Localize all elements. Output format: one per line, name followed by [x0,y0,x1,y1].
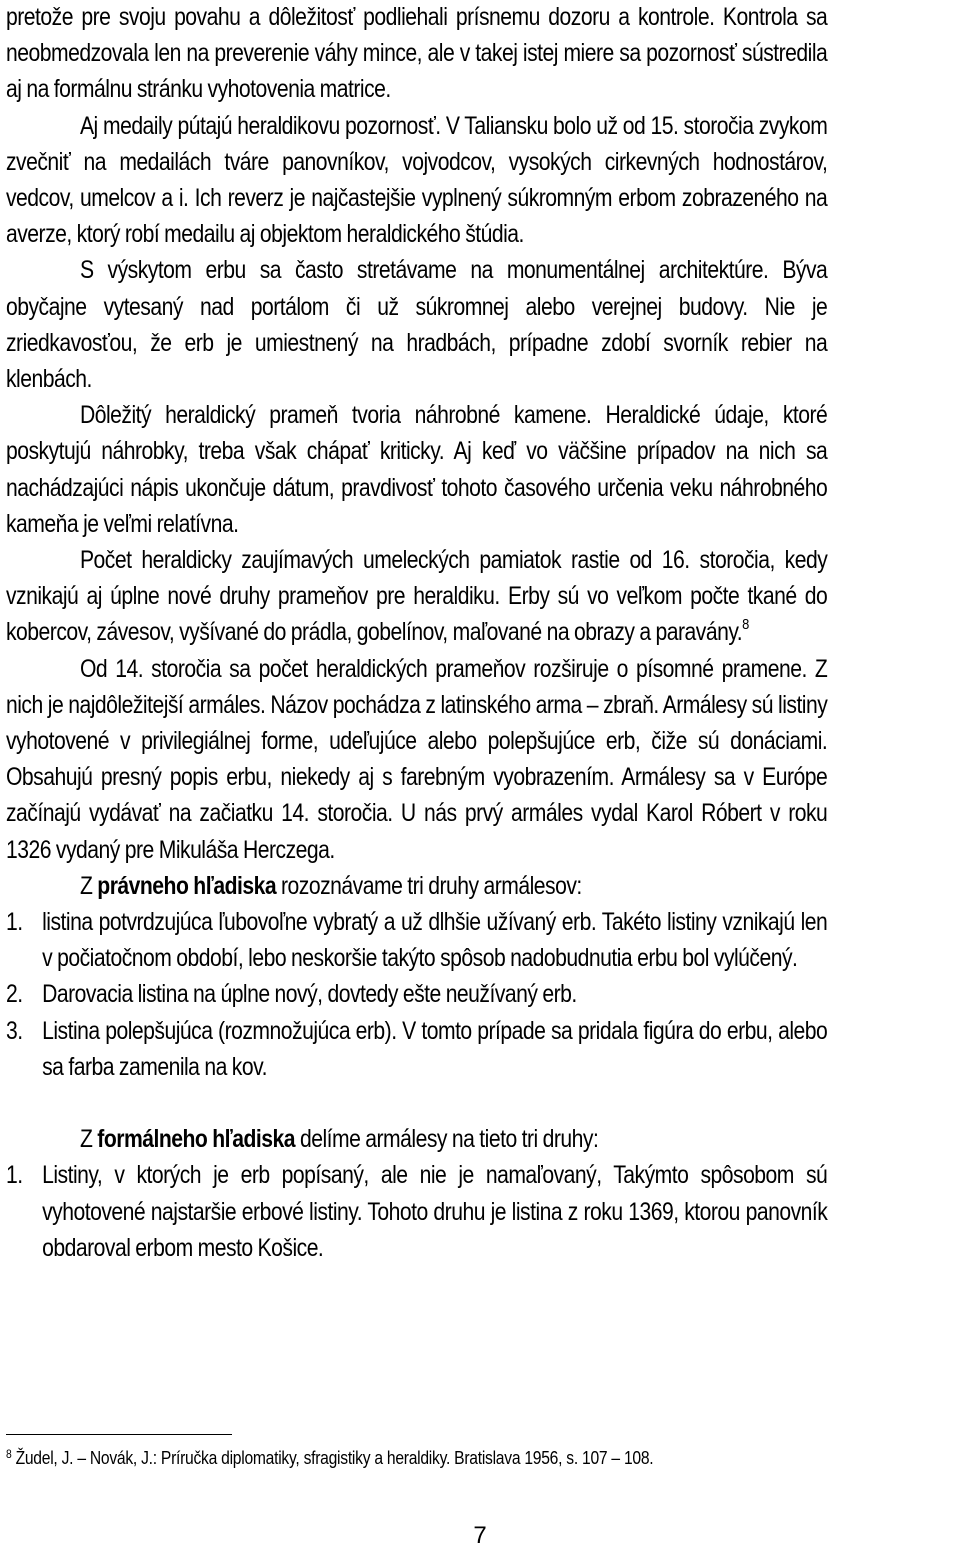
list-item [6,905,827,977]
list-number: 1. [6,1162,23,1190]
footnote-reference: 8 [742,616,749,634]
heading-text: Z [79,1126,98,1154]
paragraph: pretože pre svoju povahu a dôležitosť podliehali prísnemu dozoru a kontrole. Kontrola sa neobmedzovala len na preverenie váhy mince, ale v takej istej miere sa pozornosť sústredila aj na formálnu stránku vyhotovenia matrice. [6,4,828,104]
footnote-divider [6,1434,232,1435]
paragraph: Dôležitý heraldický prameň tvoria náhrobné kamene. Heraldické údaje, ktoré poskytujú náhrobky, treba však chápať kriticky. Aj keď vo väčšine prípadov na nich sa nachádzajúci nápis ukončuje dátum, pravdivosť tohoto časového určenia veku náhrobného kameňa je veľmi relatívna. [6,402,828,538]
list-number: 1. [6,909,23,937]
body-text [6,0,827,1267]
list-number: 3. [6,1017,23,1045]
footnote [6,1446,832,1470]
list-item-text: Listiny, v ktorých je erb popísaný, ale nie je namaľovaný, Takýmto spôsobom sú vyhotovené najstaršie erbové listiny. Tohoto druhu je listina z roku 1369, ktorou panovník obdaroval erbom mesto Košice. [42,1162,828,1262]
list-item-text: Listina polepšujúca (rozmnožujúca erb). V tomto prípade sa pridala figúra do erbu, alebo sa farba zamenila na kov. [42,1017,828,1081]
legal-types-list [6,905,827,1086]
list-item-text: Darovacia listina na úplne nový, dovtedy ešte neužívaný erb. [42,981,577,1009]
paragraph-text: Počet heraldicky zaujímavých umeleckých pamiatok rastie od 16. storočia, kedy vznikajú aj úplne nové druhy prameňov pre heraldiku. Erby sú vo veľkom počte tkané do kobercov, závesov, vyšívané do prádla, gobelínov, maľované na obrazy a paravány. [6,547,828,647]
footnote-mark: 8 [6,1447,12,1461]
legal-section-heading [6,869,827,905]
formal-section-heading [6,1122,827,1158]
heading-emphasis: právneho hľadiska [97,872,277,900]
paragraph: Aj medaily pútajú heraldikovu pozornosť. V Taliansku bolo už od 15. storočia zvykom zvečniť na medailách tváre panovníkov, vojvodcov, vysokých cirkevných hodnostárov, vedcov, umelcov a i. Ich reverz je najčastejšie vyplnený súkromným erbom zobrazeného na averze, ktorý robí medailu aj objektom heraldického štúdia. [6,112,828,249]
footnote-text: Žudel, J. – Novák, J.: Príručka diplomatiky, sfragistiky a heraldiky. Bratislava 1956, s. 107 – 108. [11,1448,654,1468]
list-number: 2. [6,981,23,1009]
heading-text: delíme armálesy na tieto tri druhy: [295,1126,599,1154]
paragraph [6,543,827,652]
paragraph: Od 14. storočia sa počet heraldických prameňov rozširuje o písomné pramene. Z nich je najdôležitejší armáles. Názov pochádza z latinského arma – zbraň. Armálesy sú listiny vyhotovené v privilegiálnej forme, udeľujúce alebo polepšujúce erb, čiže sú donáciami. Obsahujú presný popis erbu, niekedy aj s farebným vyobrazením. Armálesy sa v Európe začínajú vydávať na začiatku 14. storočia. U nás prvý armáles vydal Karol Róbert v roku 1326 vydaný pre Mikuláša Herczega. [6,655,828,864]
page-number: 7 [473,1522,487,1549]
list-item [6,977,827,1013]
heading-emphasis: formálneho hľadiska [97,1126,296,1154]
heading-text: Z [79,872,98,900]
list-item [6,1158,827,1267]
paragraph: S výskytom erbu sa často stretávame na monumentálnej architektúre. Býva obyčajne vytesaný nad portálom či už súkromnej alebo verejnej budovy. Nie je zriedkavosťou, že erb je umiestnený na hradbách, prípadne zdobí svorník rebier na klenbách. [6,257,828,394]
heading-text: rozoznávame tri druhy armálesov: [276,872,582,900]
list-item [6,1014,827,1086]
list-item-text: listina potvrdzujúca ľubovoľne vybratý a už dlhšie užívaný erb. Takéto listiny vznikajú len v počiatočnom období, lebo neskoršie takýto spôsob nadobudnutia erbu bol vylúčený. [42,909,828,973]
formal-types-list [6,1158,827,1267]
